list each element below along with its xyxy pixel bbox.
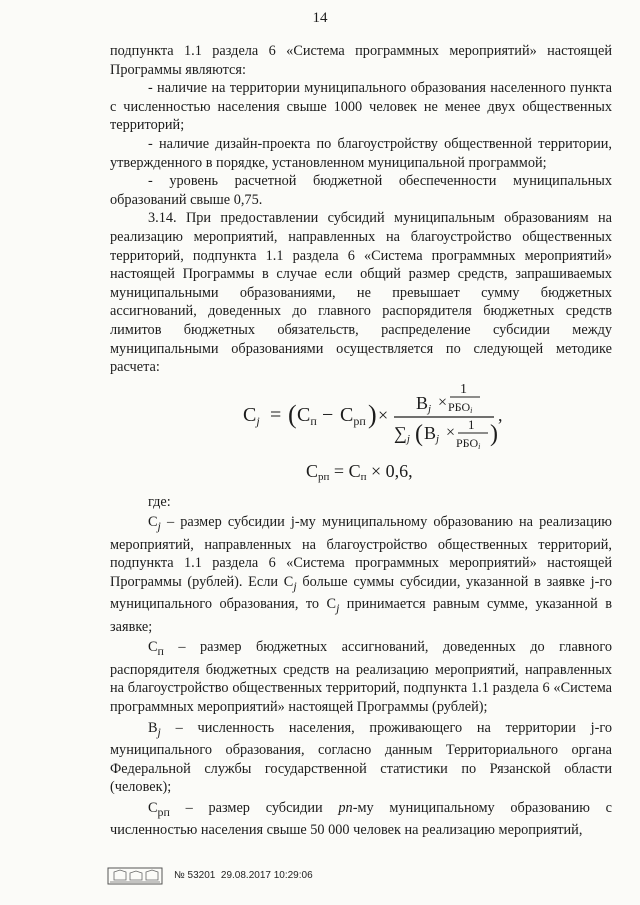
formula-denominator-b: Bj bbox=[424, 422, 440, 445]
definition-bj: $B_j$ – численность населения, проживающего на территории j-го муниципального образования, согласно данным Территориального органа Федеральной службы государственной статистики по Рязанской области (человек); bbox=[110, 719, 612, 796]
formula-crp: $C_{рп}$ bbox=[340, 403, 366, 428]
formula-sum: ∑j bbox=[394, 422, 410, 445]
formula-rbo-top: РБОi bbox=[448, 399, 473, 415]
formula-one-bottom: 1 bbox=[468, 416, 475, 432]
paragraph-3-14: 3.14. При предоставлении субсидий муниципальным образованиям на реализацию мероприятий, направленных на благоустройство общественных территорий, подпункта 1.1 раздела 6 «Система программных мероприятий» настоящей Программы в случае если общий размер средств, запрашиваемых муниципальными образованиями, не превышает сумму бюджетных ассигнований, доведенных до главного распорядителя бюджетных средств лимитов бюджетных обязательств, распределение субсидии между муниципальными образованиями осуществляется по следующей методике расчета: bbox=[110, 210, 612, 376]
list-item-design-project: - наличие дизайн-проекта по благоустройству общественной территории, утвержденного в порядке, установленном муниципальной программой; bbox=[110, 135, 612, 171]
formula-numerator-b: Bj bbox=[416, 392, 432, 415]
document-body bbox=[110, 42, 612, 840]
formula-paren-open: ( bbox=[288, 399, 297, 429]
where-label: где: bbox=[148, 493, 171, 510]
list-item-population: - наличие на территории муниципального образования населенного пункта с численностью населения свыше 1000 человек не менее двух общественных территорий; bbox=[110, 80, 612, 134]
formula-line2: Cрп = Cп × 0,6, bbox=[306, 460, 413, 483]
symbol-cn: $C_п$ bbox=[148, 639, 164, 659]
paragraph-intro: подпункта 1.1 раздела 6 «Система программных мероприятий» настоящей Программы являются: bbox=[110, 43, 612, 78]
formula-lhs: $C_j$ bbox=[243, 403, 260, 428]
symbol-bj: $B_j$ bbox=[148, 719, 161, 739]
svg-text:,: , bbox=[498, 404, 503, 425]
subsidy-formula bbox=[110, 381, 612, 489]
registry-stamp-icon bbox=[106, 866, 166, 888]
formula-times: × bbox=[378, 404, 389, 425]
svg-text:(: ( bbox=[415, 420, 423, 447]
definition-crp: $C_{рп}$ – размер субсидии рп-му муниципальному образованию с численностью населения свыше 50 000 человек на реализацию мероприятий, bbox=[110, 799, 612, 839]
formula-one-top: 1 bbox=[460, 381, 467, 397]
symbol-crp: $C_{рп}$ bbox=[148, 799, 170, 819]
formula-numerator-times: × bbox=[438, 393, 448, 411]
footer-registration: № 53201 29.08.2017 10:29:06 bbox=[174, 870, 313, 881]
symbol-cj: $C_j$ bbox=[148, 514, 161, 534]
svg-text:×: × bbox=[446, 423, 456, 441]
definition-cj: $C_j$ – размер субсидии j-му муниципальному образованию на реализацию мероприятий, направленных на благоустройство общественных территорий, подпункта 1.1 раздела 6 «Система программных мероприятий» настоящей Программы (рублей). Если $C_j$ больше суммы субсидии, указанной в заявке j-го муниципального образования, то $C_j$ принимается равным сумме, указанной в заявке; bbox=[110, 514, 613, 635]
formula-cn: $C_п$ bbox=[297, 403, 317, 428]
definition-cn: $C_п$ – размер бюджетных ассигнований, доведенных до главного распорядителя бюджетных средств на реализацию мероприятий, направленных на благоустройство общественных территорий, подпункта 1.1 раздела 6 «Система программных мероприятий» настоящей Программы (рублей); bbox=[110, 639, 612, 716]
list-item-budget-level: - уровень расчетной бюджетной обеспеченности муниципальных образований свыше 0,75. bbox=[110, 173, 612, 208]
page-number: 14 bbox=[312, 10, 328, 26]
document-footer bbox=[106, 866, 406, 888]
formula-rbo-bottom: РБОi bbox=[456, 435, 481, 451]
formula-minus: − bbox=[322, 403, 334, 426]
formula-equals: = bbox=[270, 403, 282, 426]
svg-text:): ) bbox=[490, 420, 498, 447]
formula-paren-close: ) bbox=[368, 399, 377, 429]
